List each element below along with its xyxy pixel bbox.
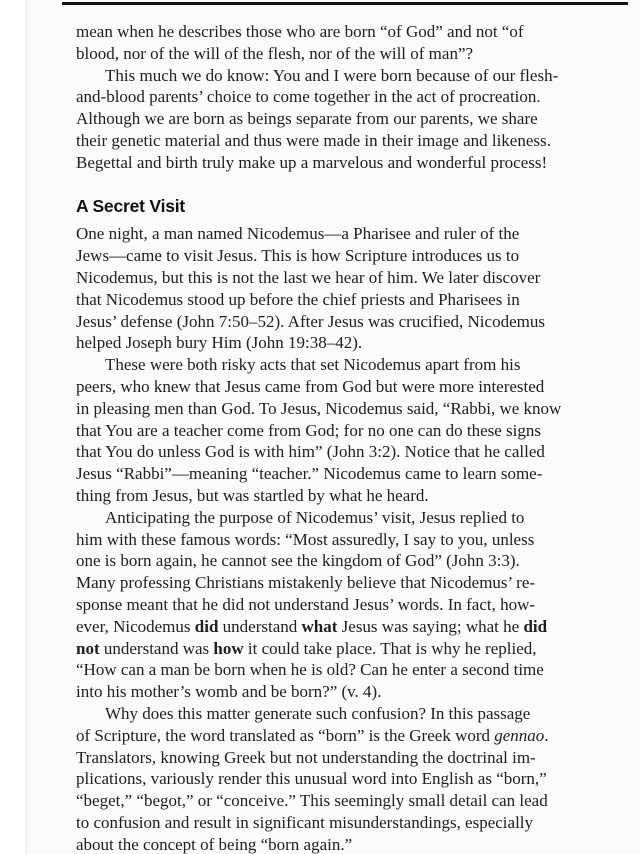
text-line: thing from Jesus, but was startled by what he heard. [76, 485, 429, 505]
bold-text: did [523, 616, 548, 636]
paragraph [76, 65, 576, 174]
text-line: him with these famous words: “Most assuredly, I say to you, unless [76, 529, 535, 549]
text-line: in pleasing men than God. To Jesus, Nicodemus said, “Rabbi, we know [76, 398, 562, 418]
section-heading: A Secret Visit [76, 195, 186, 216]
text-run: . [544, 725, 549, 745]
text-line: to confusion and result in significant misunderstandings, especially [76, 812, 534, 832]
text-run: understand was [99, 638, 214, 658]
text-line: one is born again, he cannot see the kingdom of God” (John 3:3). [76, 551, 520, 571]
text-line [76, 638, 576, 660]
text-line: One night, a man named Nicodemus—a Pharisee and ruler of the [76, 224, 520, 244]
text-run: understand [218, 616, 302, 636]
text-line: that You are a teacher come from God; for no one can do these signs [76, 420, 542, 440]
bold-text: did [194, 616, 219, 636]
text-line: Anticipating the purpose of Nicodemus’ visit, Jesus replied to [105, 507, 525, 527]
text-line [76, 725, 576, 747]
text-run: Jesus was saying; what he [337, 616, 524, 636]
text-line: Jesus’ defense (John 7:50–52). After Jesus was crucified, Nicodemus [76, 311, 545, 331]
bold-text: how [213, 638, 244, 658]
text-line: Why does this matter generate such confusion? In this passage [105, 703, 531, 723]
text-run: it could take place. That is why he replied, [243, 638, 537, 658]
paragraph [76, 354, 576, 507]
text-line: plications, variously render this unusual word into English as “born,” [76, 769, 547, 789]
text-line: their genetic material and thus were made in their image and likeness. [76, 130, 551, 150]
text-line: that You do unless God is with him” (John 3:2). Notice that he called [76, 442, 545, 462]
paragraph [76, 703, 576, 854]
text-line: peers, who knew that Jesus came from God but were more interested [76, 376, 545, 396]
text-line: helped Joseph bury Him (John 19:38–42). [76, 333, 363, 353]
text-line: These were both risky acts that set Nicodemus apart from his [105, 355, 521, 375]
italic-text: gennao [494, 725, 545, 745]
paragraph [76, 507, 576, 703]
text-line: mean when he describes those who are born “of God” and not “of [76, 22, 524, 41]
text-line: about the concept of being “born again.” [76, 834, 353, 854]
text-run: of Scripture, the word translated as “born” is the Greek word [76, 725, 495, 745]
bold-text: what [301, 616, 338, 636]
text-run: ever, Nicodemus [76, 616, 195, 636]
text-line: Jews—came to visit Jesus. This is how Scripture introduces us to [76, 246, 520, 266]
bold-text: not [76, 638, 100, 658]
text-line: This much we do know: You and I were born because of our flesh- [105, 65, 559, 85]
text-line: into his mother’s womb and be born?” (v. 4). [76, 682, 382, 702]
text-line: that Nicodemus stood up before the chief priests and Pharisees in [76, 289, 520, 309]
text-line: Translators, knowing Greek but not understanding the doctrinal im- [76, 747, 536, 767]
text-line: “beget,” “begot,” or “conceive.” This seemingly small detail can lead [76, 791, 548, 811]
text-line: Jesus “Rabbi”—meaning “teacher.” Nicodemus came to learn some- [76, 464, 543, 484]
text-line: and-blood parents’ choice to come together in the act of procreation. [76, 87, 541, 107]
text-line: Nicodemus, but this is not the last we hear of him. We later discover [76, 267, 541, 287]
header-rule [62, 2, 628, 5]
text-line [76, 616, 576, 638]
text-line: Begettal and birth truly make up a marvelous and wonderful process! [76, 152, 548, 172]
text-line: blood, nor of the will of the flesh, nor of the will of man”? [76, 43, 474, 63]
page-text [76, 21, 576, 854]
text-line: “How can a man be born when he is old? Can he enter a second time [76, 660, 544, 680]
paragraph [76, 21, 576, 65]
paragraph [76, 223, 576, 354]
text-line: Many professing Christians mistakenly believe that Nicodemus’ re- [76, 573, 536, 593]
text-line: Although we are born as beings separate from our parents, we share [76, 109, 538, 129]
text-line: sponse meant that he did not understand Jesus’ words. In fact, how- [76, 594, 536, 614]
